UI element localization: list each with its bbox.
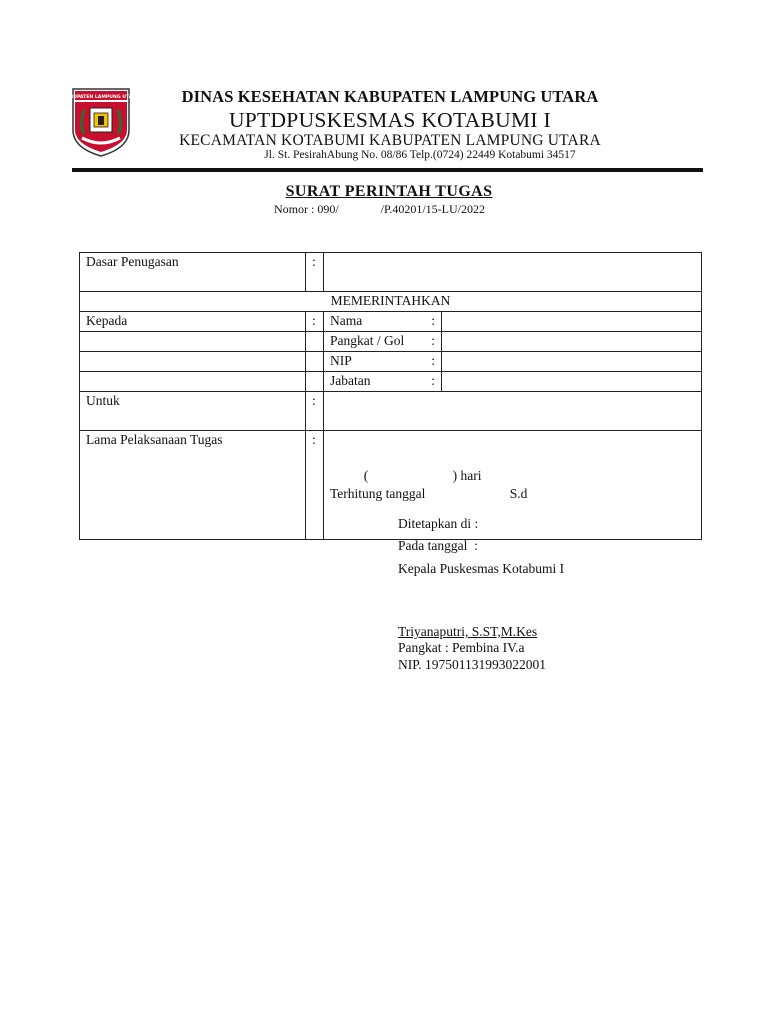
document-number: Nomor : 090/ /P.40201/15-LU/2022 <box>274 202 486 216</box>
table-row <box>80 352 702 372</box>
logo-caption: KABUPATEN LAMPUNG UTARA <box>62 95 140 100</box>
lampung-utara-shield-icon <box>62 86 140 158</box>
nama-value-field[interactable] <box>442 312 702 332</box>
assignment-table <box>79 252 702 540</box>
signatory-name: Triyanaputri, S.ST,M.Kes <box>398 624 538 639</box>
memerintahkan-heading: MEMERINTAHKAN <box>80 292 702 312</box>
dasar-label: Dasar Penugasan <box>80 253 306 292</box>
header-divider <box>72 168 703 172</box>
empty-cell <box>306 332 324 352</box>
duration-dates: Terhitung tanggal S.d <box>330 486 528 501</box>
colon: : <box>431 373 435 388</box>
table-row <box>80 372 702 392</box>
district-name: KECAMATAN KOTABUMI KABUPATEN LAMPUNG UTARA <box>179 132 601 149</box>
institution-name: UPTDPUSKESMAS KOTABUMI I <box>228 108 552 132</box>
colon: : <box>306 392 324 431</box>
lama-label: Lama Pelaksanaan Tugas <box>80 431 306 540</box>
empty-cell <box>80 332 306 352</box>
lama-value-field[interactable] <box>324 431 702 540</box>
nama-label: Nama <box>330 313 363 328</box>
kepada-label: Kepada <box>80 312 306 332</box>
agency-name: DINAS KESEHATAN KABUPATEN LAMPUNG UTARA <box>181 87 599 106</box>
colon: : <box>431 333 435 348</box>
signatory-nip: NIP. 197501131993022001 <box>398 657 547 672</box>
dasar-value-field[interactable] <box>324 253 702 292</box>
colon: : <box>306 312 324 332</box>
untuk-label: Untuk <box>80 392 306 431</box>
jabatan-label-cell <box>324 372 442 392</box>
table-row <box>80 253 702 292</box>
empty-cell <box>306 372 324 392</box>
nip-value-field[interactable] <box>442 352 702 372</box>
table-row <box>80 292 702 312</box>
table-row <box>80 332 702 352</box>
document-title: SURAT PERINTAH TUGAS <box>285 183 493 200</box>
empty-cell <box>80 372 306 392</box>
empty-cell <box>80 352 306 372</box>
table-row <box>80 431 702 540</box>
regency-logo <box>62 86 140 158</box>
nama-label-cell <box>324 312 442 332</box>
pangkat-label: Pangkat / Gol <box>330 333 405 348</box>
pangkat-value-field[interactable] <box>442 332 702 352</box>
jabatan-label: Jabatan <box>330 373 371 388</box>
table-row <box>80 312 702 332</box>
signatory-rank: Pangkat : Pembina IV.a <box>398 640 525 655</box>
nip-label-cell <box>324 352 442 372</box>
empty-cell <box>306 352 324 372</box>
pangkat-label-cell <box>324 332 442 352</box>
table-row <box>80 392 702 431</box>
colon: : <box>431 313 435 328</box>
pada-tanggal: Pada tanggal : <box>398 538 478 553</box>
colon: : <box>431 353 435 368</box>
duration-days: ( ) hari <box>330 468 482 483</box>
jabatan-value-field[interactable] <box>442 372 702 392</box>
ditetapkan-di: Ditetapkan di : <box>398 516 479 531</box>
address-line: Jl. St. PesirahAbung No. 08/86 Telp.(0724) 22449 Kotabumi 34517 <box>264 149 576 161</box>
untuk-value-field[interactable] <box>324 392 702 431</box>
nip-label: NIP <box>330 353 352 368</box>
colon: : <box>306 431 324 540</box>
colon: : <box>306 253 324 292</box>
signatory-position: Kepala Puskesmas Kotabumi I <box>398 561 565 576</box>
